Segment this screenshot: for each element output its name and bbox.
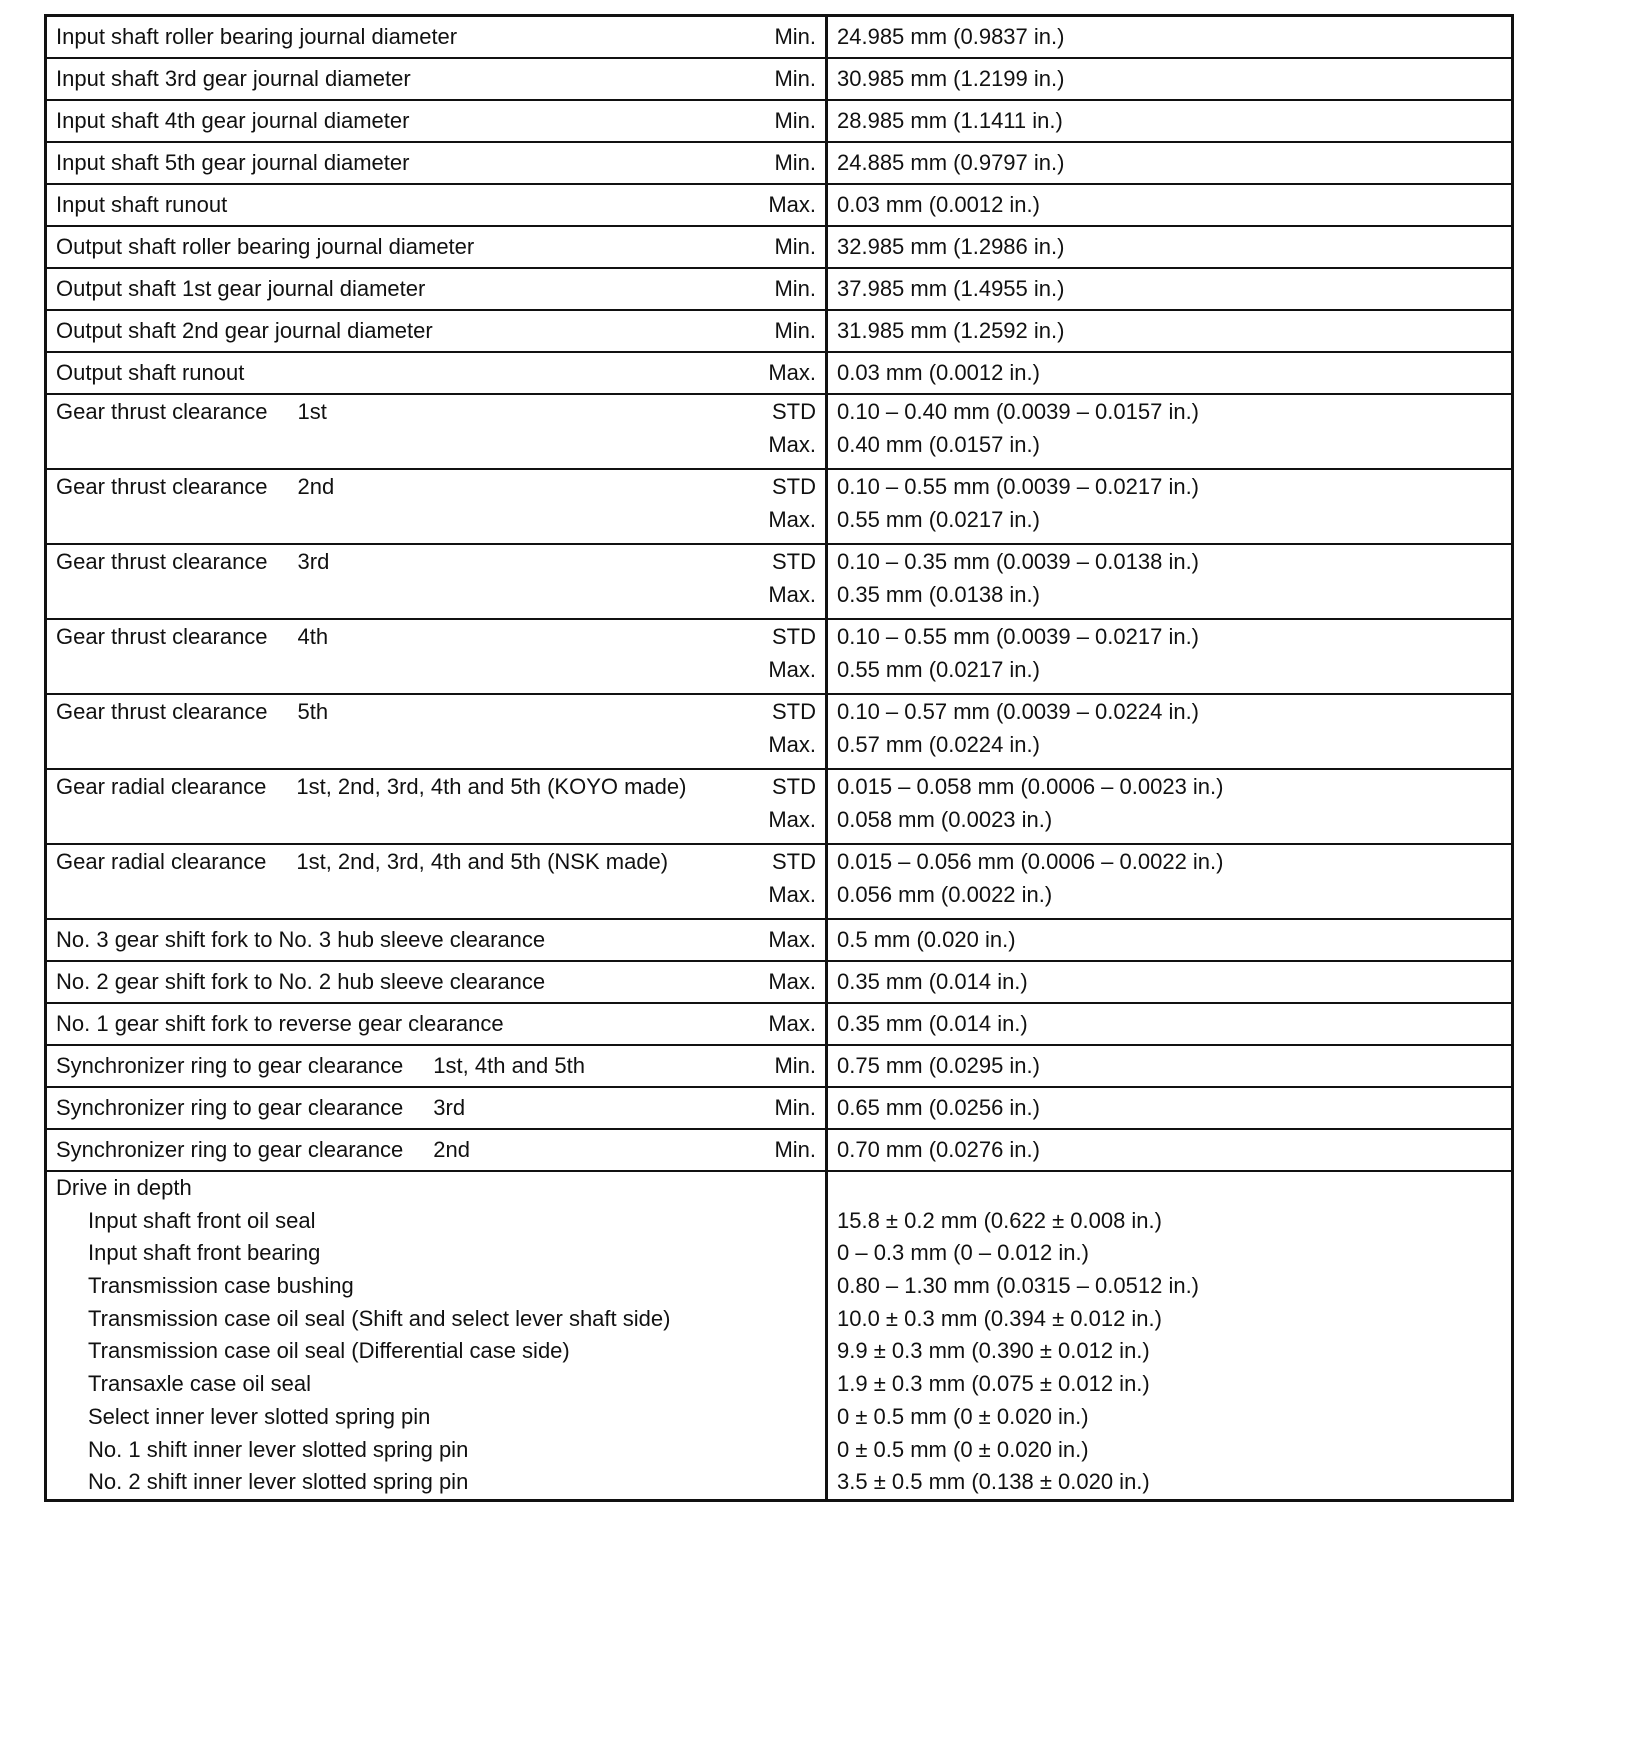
- std-label: STD: [772, 549, 816, 574]
- drive-in-value: 1.9 ± 0.3 mm (0.075 ± 0.012 in.): [837, 1371, 1150, 1397]
- item-line: [56, 545, 816, 611]
- value-cell: 0.70 mm (0.0276 in.): [827, 1129, 1513, 1171]
- item-text-group: [56, 770, 686, 803]
- drive-in-values: [827, 1171, 1513, 1500]
- limit-kind: Min.: [774, 234, 816, 259]
- item-condition: 1st, 2nd, 3rd, 4th and 5th (NSK made): [296, 849, 669, 874]
- std-label: STD: [772, 774, 816, 799]
- std-value: 0.10 – 0.40 mm (0.0039 – 0.0157 in.): [837, 399, 1200, 424]
- table-row: [46, 919, 1513, 961]
- item-text-group: [56, 17, 457, 57]
- std-value: 0.10 – 0.35 mm (0.0039 – 0.0138 in.): [837, 549, 1200, 574]
- value-cell: 0.35 mm (0.014 in.): [827, 961, 1513, 1003]
- item-text-group: [56, 1004, 504, 1044]
- limit-kinds: [768, 470, 816, 536]
- item-cell: [46, 769, 827, 844]
- drive-in-depth-row: [46, 1171, 1513, 1500]
- item-cell: [46, 1045, 827, 1087]
- item-condition: 2nd: [433, 1137, 471, 1162]
- drive-in-heading: Drive in depth: [56, 1175, 192, 1200]
- item-cell: [46, 58, 827, 100]
- std-label: STD: [772, 474, 816, 499]
- table-row: [46, 16, 1513, 59]
- item-line: [56, 269, 816, 309]
- value-cell: 0.5 mm (0.020 in.): [827, 919, 1513, 961]
- item-cell: [46, 544, 827, 619]
- item-cell: [46, 1087, 827, 1129]
- item-line: [56, 695, 816, 761]
- item-label: Output shaft runout: [56, 360, 245, 385]
- item-line: [56, 353, 816, 393]
- std-label: STD: [772, 399, 816, 424]
- table-row: [46, 769, 1513, 844]
- item-cell: [46, 619, 827, 694]
- item-text-group: [56, 1088, 465, 1128]
- item-cell: [46, 844, 827, 919]
- drive-in-item: No. 2 shift inner lever slotted spring pin: [88, 1469, 469, 1495]
- std-value: 0.015 – 0.058 mm (0.0006 – 0.0023 in.): [837, 774, 1224, 799]
- item-line: [56, 59, 816, 99]
- item-cell: [46, 919, 827, 961]
- max-value: 0.57 mm (0.0224 in.): [837, 732, 1040, 757]
- drive-in-value: 0 ± 0.5 mm (0 ± 0.020 in.): [837, 1403, 1089, 1429]
- limit-kind: Max.: [768, 1011, 816, 1036]
- table-row: [46, 1129, 1513, 1171]
- item-label: Input shaft 4th gear journal diameter: [56, 108, 410, 133]
- limit-kinds: [768, 395, 816, 461]
- value-cell: 0.75 mm (0.0295 in.): [827, 1045, 1513, 1087]
- max-label: Max.: [768, 732, 816, 757]
- value-cell: 32.985 mm (1.2986 in.): [827, 226, 1513, 268]
- std-value: 0.10 – 0.55 mm (0.0039 – 0.0217 in.): [837, 474, 1200, 499]
- item-cell: [46, 184, 827, 226]
- std-value: 0.10 – 0.57 mm (0.0039 – 0.0224 in.): [837, 699, 1200, 724]
- value-cell: [827, 544, 1513, 619]
- item-line: [56, 227, 816, 267]
- item-label: Synchronizer ring to gear clearance: [56, 1137, 404, 1162]
- limit-kind: Max.: [768, 192, 816, 217]
- item-line: [56, 1130, 816, 1170]
- item-line: [56, 185, 816, 225]
- item-text-group: [56, 620, 328, 653]
- limit-kind: Max.: [768, 969, 816, 994]
- item-line: [56, 1046, 816, 1086]
- item-condition: 1st: [297, 399, 327, 424]
- table-row: [46, 142, 1513, 184]
- drive-in-value: 0.80 – 1.30 mm (0.0315 – 0.0512 in.): [837, 1273, 1200, 1299]
- drive-in-labels: [46, 1171, 827, 1500]
- item-label: Gear thrust clearance: [56, 624, 268, 649]
- item-condition: 3rd: [297, 549, 330, 574]
- item-cell: [46, 1003, 827, 1045]
- value-cell: 24.985 mm (0.9837 in.): [827, 16, 1513, 59]
- drive-in-value: 9.9 ± 0.3 mm (0.390 ± 0.012 in.): [837, 1338, 1150, 1364]
- max-value: 0.35 mm (0.0138 in.): [837, 582, 1040, 607]
- item-text-group: [56, 395, 327, 428]
- item-cell: [46, 694, 827, 769]
- value-cell: 0.03 mm (0.0012 in.): [827, 184, 1513, 226]
- item-text-group: [56, 101, 409, 141]
- item-text-group: [56, 143, 409, 183]
- limit-kinds: [768, 695, 816, 761]
- item-cell: [46, 352, 827, 394]
- item-text-group: [56, 845, 668, 878]
- value-cell: [827, 394, 1513, 469]
- max-label: Max.: [768, 507, 816, 532]
- table-row: [46, 1045, 1513, 1087]
- drive-in-value: 3.5 ± 0.5 mm (0.138 ± 0.020 in.): [837, 1469, 1150, 1495]
- item-text-group: [56, 470, 334, 503]
- value-cell: 37.985 mm (1.4955 in.): [827, 268, 1513, 310]
- spec-table: [44, 14, 1514, 1502]
- item-line: [56, 770, 816, 836]
- table-row: [46, 844, 1513, 919]
- item-line: [56, 143, 816, 183]
- item-line: [56, 962, 816, 1002]
- item-label: Output shaft roller bearing journal diameter: [56, 234, 475, 259]
- item-label: Gear thrust clearance: [56, 399, 268, 424]
- max-label: Max.: [768, 657, 816, 682]
- limit-kind: Max.: [768, 360, 816, 385]
- drive-in-value: 10.0 ± 0.3 mm (0.394 ± 0.012 in.): [837, 1305, 1162, 1331]
- value-cell: 0.35 mm (0.014 in.): [827, 1003, 1513, 1045]
- item-condition: 1st, 2nd, 3rd, 4th and 5th (KOYO made): [296, 774, 687, 799]
- limit-kind: Min.: [774, 66, 816, 91]
- item-text-group: [56, 1046, 585, 1086]
- std-value: 0.10 – 0.55 mm (0.0039 – 0.0217 in.): [837, 624, 1200, 649]
- drive-in-item: Transmission case bushing: [88, 1273, 354, 1299]
- drive-in-heading-spacer: [837, 1172, 1502, 1205]
- item-label: Synchronizer ring to gear clearance: [56, 1095, 404, 1120]
- table-row: [46, 268, 1513, 310]
- max-value: 0.058 mm (0.0023 in.): [837, 807, 1053, 832]
- table-row: [46, 100, 1513, 142]
- max-value: 0.55 mm (0.0217 in.): [837, 657, 1040, 682]
- table-row: [46, 694, 1513, 769]
- limit-kind: Min.: [774, 276, 816, 301]
- item-text-group: [56, 185, 227, 225]
- max-value: 0.40 mm (0.0157 in.): [837, 432, 1040, 457]
- item-label: Input shaft runout: [56, 192, 228, 217]
- item-line: [56, 395, 816, 461]
- item-cell: [46, 394, 827, 469]
- limit-kinds: [768, 545, 816, 611]
- value-cell: 30.985 mm (1.2199 in.): [827, 58, 1513, 100]
- limit-kind: Min.: [774, 1137, 816, 1162]
- limit-kinds: [768, 620, 816, 686]
- limit-kind: Max.: [768, 927, 816, 952]
- item-label: Synchronizer ring to gear clearance: [56, 1053, 404, 1078]
- drive-in-value: 0 ± 0.5 mm (0 ± 0.020 in.): [837, 1436, 1089, 1462]
- table-row: [46, 619, 1513, 694]
- item-label: Input shaft 3rd gear journal diameter: [56, 66, 411, 91]
- value-cell: [827, 694, 1513, 769]
- item-cell: [46, 100, 827, 142]
- table-row: [46, 961, 1513, 1003]
- item-text-group: [56, 59, 411, 99]
- table-row: [46, 394, 1513, 469]
- value-cell: 0.03 mm (0.0012 in.): [827, 352, 1513, 394]
- limit-kind: Min.: [774, 24, 816, 49]
- limit-kinds: [768, 845, 816, 911]
- item-line: [56, 470, 816, 536]
- limit-kinds: [768, 770, 816, 836]
- item-text-group: [56, 695, 328, 728]
- value-cell: 31.985 mm (1.2592 in.): [827, 310, 1513, 352]
- std-label: STD: [772, 849, 816, 874]
- value-cell: 24.885 mm (0.9797 in.): [827, 142, 1513, 184]
- drive-in-item: No. 1 shift inner lever slotted spring pin: [88, 1436, 469, 1462]
- max-value: 0.55 mm (0.0217 in.): [837, 507, 1040, 532]
- item-text-group: [56, 545, 329, 578]
- item-label: No. 2 gear shift fork to No. 2 hub sleeve clearance: [56, 969, 546, 994]
- spec-table-body: [46, 16, 1513, 1501]
- item-condition: 3rd: [433, 1095, 466, 1120]
- table-row: [46, 310, 1513, 352]
- table-row: [46, 469, 1513, 544]
- std-label: STD: [772, 699, 816, 724]
- item-text-group: [56, 269, 425, 309]
- item-label: Gear thrust clearance: [56, 549, 268, 574]
- limit-kind: Min.: [774, 108, 816, 133]
- item-line: [56, 311, 816, 351]
- item-label: Gear thrust clearance: [56, 699, 268, 724]
- value-cell: 28.985 mm (1.1411 in.): [827, 100, 1513, 142]
- item-label: No. 1 gear shift fork to reverse gear clearance: [56, 1011, 504, 1036]
- table-row: [46, 226, 1513, 268]
- item-cell: [46, 1129, 827, 1171]
- std-value: 0.015 – 0.056 mm (0.0006 – 0.0022 in.): [837, 849, 1224, 874]
- value-cell: [827, 844, 1513, 919]
- item-condition: 4th: [297, 624, 329, 649]
- item-condition: 2nd: [297, 474, 335, 499]
- max-label: Max.: [768, 807, 816, 832]
- item-label: No. 3 gear shift fork to No. 3 hub sleeve clearance: [56, 927, 546, 952]
- item-cell: [46, 268, 827, 310]
- table-row: [46, 1003, 1513, 1045]
- item-cell: [46, 16, 827, 59]
- item-label: Output shaft 1st gear journal diameter: [56, 276, 426, 301]
- item-condition: 5th: [297, 699, 329, 724]
- drive-in-item: Transmission case oil seal (Shift and select lever shaft side): [88, 1305, 671, 1331]
- table-row: [46, 58, 1513, 100]
- item-label: Input shaft 5th gear journal diameter: [56, 150, 410, 175]
- item-label: Gear radial clearance: [56, 849, 267, 874]
- item-text-group: [56, 920, 545, 960]
- drive-in-item: Input shaft front bearing: [88, 1240, 321, 1266]
- item-cell: [46, 469, 827, 544]
- drive-in-item: Input shaft front oil seal: [88, 1207, 316, 1233]
- item-label: Gear radial clearance: [56, 774, 267, 799]
- limit-kind: Min.: [774, 1053, 816, 1078]
- value-cell: [827, 619, 1513, 694]
- item-cell: [46, 961, 827, 1003]
- std-label: STD: [772, 624, 816, 649]
- item-line: [56, 620, 816, 686]
- drive-in-value: 0 – 0.3 mm (0 – 0.012 in.): [837, 1240, 1089, 1266]
- item-label: Output shaft 2nd gear journal diameter: [56, 318, 433, 343]
- limit-kind: Min.: [774, 318, 816, 343]
- table-row: [46, 1087, 1513, 1129]
- table-row: [46, 184, 1513, 226]
- drive-in-item: Transaxle case oil seal: [88, 1371, 311, 1397]
- drive-in-value: 15.8 ± 0.2 mm (0.622 ± 0.008 in.): [837, 1207, 1162, 1233]
- item-condition: 1st, 4th and 5th: [433, 1053, 585, 1078]
- item-line: [56, 845, 816, 911]
- item-label: Gear thrust clearance: [56, 474, 268, 499]
- drive-in-item: Select inner lever slotted spring pin: [88, 1403, 431, 1429]
- table-row: [46, 352, 1513, 394]
- item-text-group: [56, 1130, 470, 1170]
- item-line: [56, 920, 816, 960]
- item-line: [56, 1004, 816, 1044]
- drive-in-item: Transmission case oil seal (Differential case side): [88, 1338, 570, 1364]
- max-value: 0.056 mm (0.0022 in.): [837, 882, 1053, 907]
- item-cell: [46, 310, 827, 352]
- item-line: [56, 1088, 816, 1128]
- value-cell: [827, 769, 1513, 844]
- max-label: Max.: [768, 582, 816, 607]
- item-line: [56, 17, 816, 57]
- item-label: Input shaft roller bearing journal diameter: [56, 24, 458, 49]
- value-cell: [827, 469, 1513, 544]
- value-cell: 0.65 mm (0.0256 in.): [827, 1087, 1513, 1129]
- item-text-group: [56, 227, 474, 267]
- table-row: [46, 544, 1513, 619]
- item-text-group: [56, 962, 545, 1002]
- item-line: [56, 101, 816, 141]
- limit-kind: Min.: [774, 1095, 816, 1120]
- item-text-group: [56, 353, 244, 393]
- max-label: Max.: [768, 882, 816, 907]
- item-text-group: [56, 311, 433, 351]
- item-cell: [46, 226, 827, 268]
- item-cell: [46, 142, 827, 184]
- max-label: Max.: [768, 432, 816, 457]
- limit-kind: Min.: [774, 150, 816, 175]
